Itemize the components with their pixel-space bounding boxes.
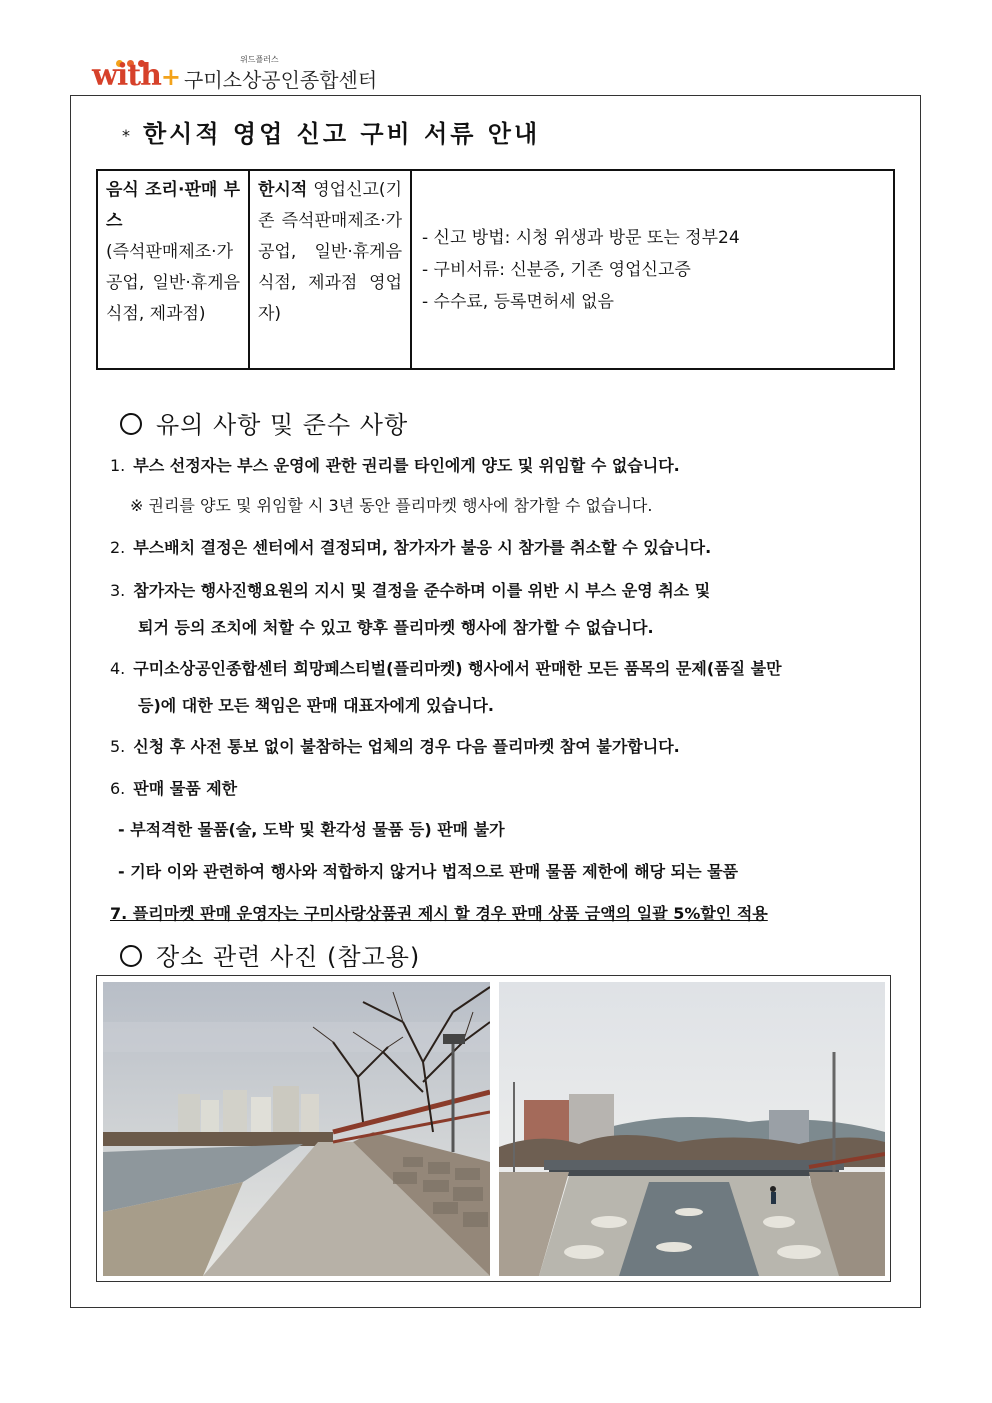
category-detail: (즉석판매제조·가공업, 일반·휴게음식점, 제과점) — [106, 242, 240, 324]
list-item-3: 3. 참가자는 행사진행요원의 지시 및 결정을 준수하며 이를 위반 시 부스 운영 취소 및 — [110, 581, 711, 600]
page-title: * 한시적 영업 신고 구비 서류 안내 — [122, 120, 541, 148]
list-item-note: ※ 권리를 양도 및 위임할 시 3년 동안 플리마켓 행사에 참가할 수 없습니다. — [130, 496, 653, 515]
table-cell-category — [97, 170, 249, 369]
list-item-4-continued: 등)에 대한 모든 책임은 판매 대표자에게 있습니다. — [138, 696, 494, 715]
circle-bullet-icon — [120, 945, 142, 967]
logo-mark: with+ — [92, 58, 180, 93]
report-type-bold: 한시적 — [258, 180, 308, 200]
section-heading-photos: 장소 관련 사진 (참고용) — [120, 937, 420, 972]
photo-riverside-path — [103, 982, 490, 1276]
list-item-6: 6. 판매 물품 제한 — [110, 779, 238, 798]
section-heading-notes: 유의 사항 및 준수 사항 — [120, 405, 408, 440]
table-cell-report-type — [249, 170, 411, 369]
logo-small-text: 위드플러스 — [240, 55, 279, 64]
report-type-detail: 영업신고(기존 즉석판매제조·가공업, 일반·휴게음식점, 제과점 영업자) — [258, 180, 402, 324]
table-cell-requirements — [411, 170, 894, 369]
requirement-fee: - 수수료, 등록면허세 없음 — [422, 291, 614, 312]
logo — [92, 52, 412, 92]
list-item-1: 1. 부스 선정자는 부스 운영에 관한 권리를 타인에게 양도 및 위임할 수 없습니다. — [110, 456, 680, 475]
requirement-method: - 신고 방법: 시청 위생과 방문 또는 정부24 — [422, 227, 740, 248]
category-bold: 음식 조리·판매 부스 — [106, 180, 240, 231]
list-item-2: 2. 부스배치 결정은 센터에서 결정되며, 참가자가 불응 시 참가를 취소할 수 있습니다. — [110, 538, 712, 557]
document-table — [96, 169, 895, 370]
list-item-3-continued: 퇴거 등의 조치에 처할 수 있고 향후 플리마켓 행사에 참가할 수 없습니다. — [138, 618, 654, 637]
list-item-6-sub-1: - 부적격한 물품(술, 도박 및 환각성 물품 등) 판매 불가 — [118, 820, 505, 839]
list-item-6-sub-2: - 기타 이와 관련하여 행사와 적합하지 않거나 법적으로 판매 물품 제한에 해당 되는 물품 — [118, 862, 739, 881]
list-item-7: 7. 플리마켓 판매 운영자는 구미사랑상품권 제시 할 경우 판매 상품 금액의 일괄 5%할인 적용 — [110, 904, 768, 923]
logo-org-name: 구미소상공인종합센터 — [184, 68, 378, 92]
requirement-documents: - 구비서류: 신분증, 기존 영업신고증 — [422, 259, 691, 280]
list-item-4: 4. 구미소상공인종합센터 희망페스티벌(플리마켓) 행사에서 판매한 모든 품목의 문제(품질 불만 — [110, 659, 782, 678]
list-item-5: 5. 신청 후 사전 통보 없이 불참하는 업체의 경우 다음 플리마켓 참여 불가합니다. — [110, 737, 680, 756]
circle-bullet-icon — [120, 413, 142, 435]
photo-stream-bridge — [499, 982, 885, 1276]
